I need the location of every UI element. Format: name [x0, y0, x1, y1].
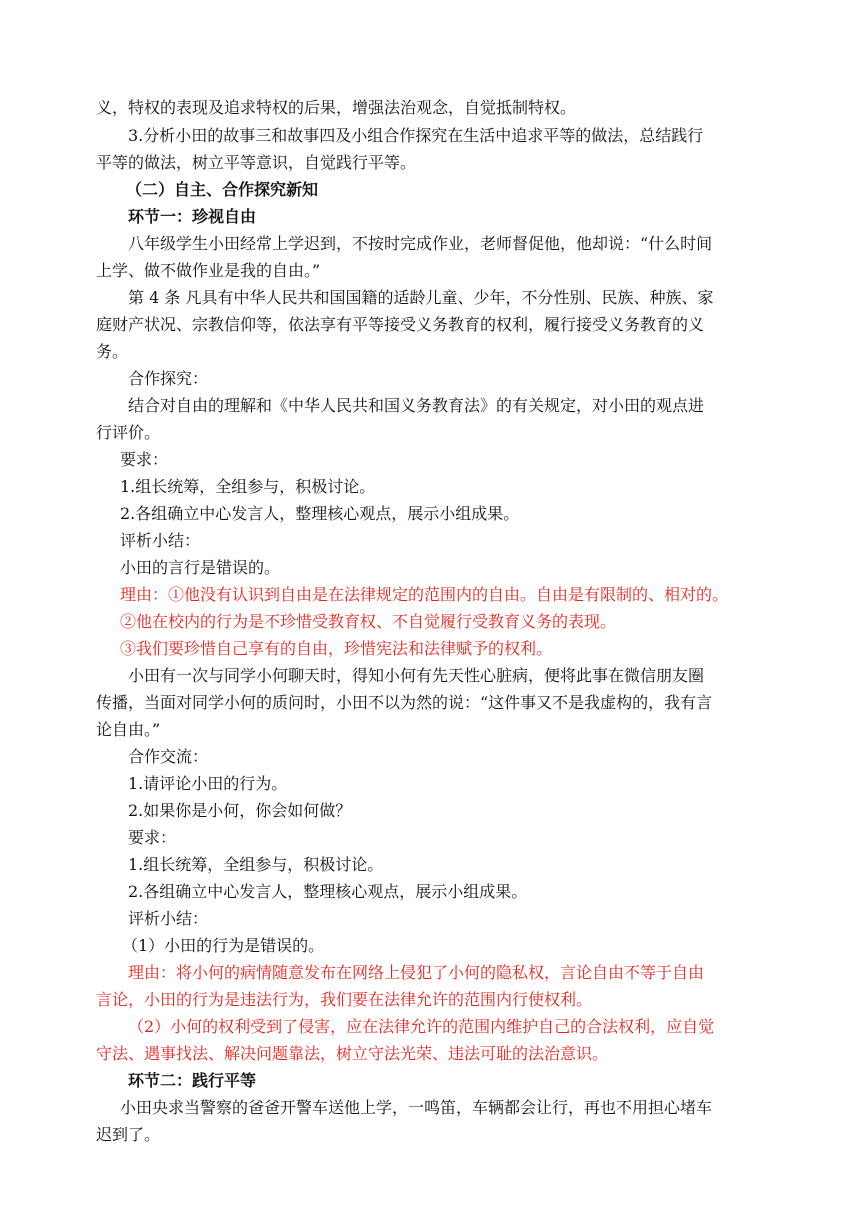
text-line: 1.组长统筹，全组参与，积极讨论。	[120, 477, 376, 496]
text-line: 论自由。”	[96, 720, 161, 739]
text-line: 第 4 条 凡具有中华人民共和国国籍的适龄儿童、少年，不分性别、民族、种族、家	[128, 288, 714, 307]
text-line: 庭财产状况、宗教信仰等，依法享有平等接受义务教育的权利，履行接受义务教育的义	[96, 315, 705, 334]
text-line: 小田有一次与同学小何聊天时，得知小何有先天性心脏病，便将此事在微信朋友圈	[128, 666, 705, 685]
text-line: 2.各组确立中心发言人，整理核心观点，展示小组成果。	[120, 504, 520, 523]
text-line: 要求：	[128, 828, 177, 847]
highlighted-reason-line: 理由：①他没有认识到自由是在法律规定的范围内的自由。自由是有限制的、相对的。	[120, 585, 729, 604]
text-line: 上学、做不做作业是我的自由。”	[96, 261, 321, 280]
text-line: 合作探究：	[128, 369, 209, 388]
text-line: 3.分析小田的故事三和故事四及小组合作探究在生活中追求平等的做法，总结践行	[128, 126, 704, 145]
text-line: 传播，当面对同学小何的质问时，小田不以为然的说：“这件事又不是我虚构的，我有言	[96, 693, 713, 712]
text-line: 评析小结：	[128, 909, 209, 928]
highlighted-reason-line: ②他在校内的行为是不珍惜受教育权、不自觉履行受教育义务的表现。	[120, 612, 617, 631]
text-line: 小田央求当警察的爸爸开警车送他上学，一鸣笛，车辆都会让行，再也不用担心堵车	[120, 1098, 713, 1117]
text-line: 合作交流：	[128, 747, 209, 766]
highlighted-reason-line: 理由：将小何的病情随意发布在网络上侵犯了小何的隐私权，言论自由不等于自由	[128, 963, 705, 982]
text-line: 务。	[96, 342, 129, 361]
text-line: （1）小田的行为是错误的。	[122, 936, 325, 955]
highlighted-reason-line: （2）小何的权利受到了侵害，应在法律允许的范围内维护自己的合法权利，应自觉	[128, 1017, 715, 1036]
text-line: 2.如果你是小何，你会如何做？	[128, 801, 352, 820]
text-line: 2.各组确立中心发言人，整理核心观点，展示小组成果。	[128, 882, 528, 901]
highlighted-reason-line: ③我们要珍惜自己享有的自由，珍惜宪法和法律赋予的权利。	[120, 639, 553, 658]
text-line: 小田的言行是错误的。	[120, 558, 281, 577]
subsection-heading: 环节一：珍视自由	[128, 207, 257, 226]
highlighted-reason-line: 言论，小田的行为是违法行为，我们要在法律允许的范围内行使权利。	[96, 990, 593, 1009]
text-line: 要求：	[120, 450, 169, 469]
text-line: 义，特权的表现及追求特权的后果，增强法治观念，自觉抵制特权。	[96, 98, 577, 117]
text-line: 结合对自由的理解和《中华人民共和国义务教育法》的有关规定，对小田的观点进	[128, 396, 705, 415]
text-line: 平等的做法，树立平等意识，自觉践行平等。	[96, 153, 417, 172]
highlighted-reason-line: 守法、遇事找法、解决问题靠法，树立守法光荣、违法可耻的法治意识。	[96, 1044, 609, 1063]
text-line: 1.组长统筹，全组参与，积极讨论。	[128, 855, 384, 874]
text-line: 行评价。	[96, 423, 161, 442]
subsection-heading: 环节二：践行平等	[128, 1071, 257, 1090]
section-heading: （二）自主、合作探究新知	[126, 180, 319, 199]
text-line: 迟到了。	[96, 1125, 161, 1144]
text-line: 1.请评论小田的行为。	[128, 774, 288, 793]
text-line: 评析小结：	[120, 531, 201, 550]
text-line: 八年级学生小田经常上学迟到，不按时完成作业，老师督促他，他却说：“什么时间	[128, 234, 713, 253]
